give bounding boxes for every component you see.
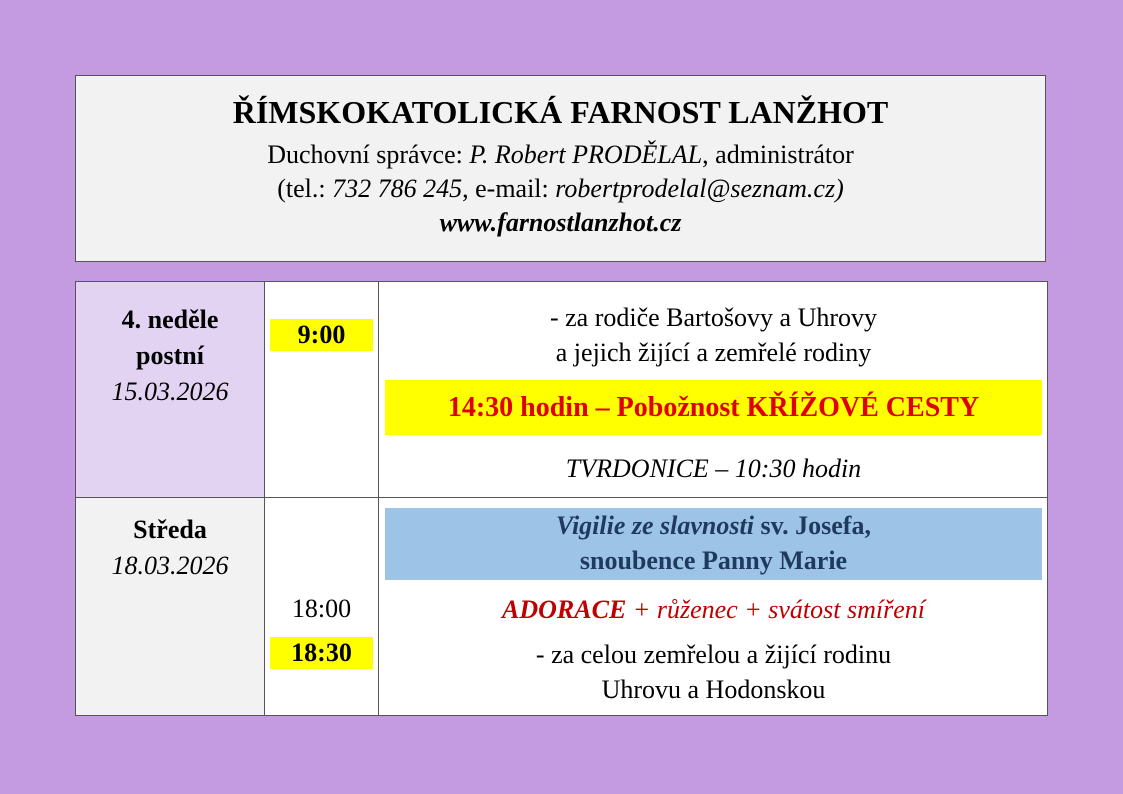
day-name-2: postní <box>136 341 204 370</box>
mass-time-highlight: 18:30 <box>270 637 373 669</box>
schedule-table <box>75 281 1048 716</box>
admin-suffix: , administrátor <box>702 140 854 169</box>
row-divider <box>76 497 1047 498</box>
feast-bold: sv. Josefa, <box>753 511 871 540</box>
column-divider <box>378 282 379 715</box>
day-name: Středa <box>133 515 207 544</box>
feast-line1 <box>385 508 1042 543</box>
column-divider <box>264 282 265 715</box>
admin-name: P. Robert PRODĚLAL <box>469 140 703 169</box>
mass-intention-line2: a jejich žijící a zemřelé rodiny <box>555 338 872 367</box>
day-date: 18.03.2026 <box>111 551 229 580</box>
contact-line <box>76 172 1045 206</box>
mass-time-highlight: 9:00 <box>270 319 373 351</box>
phone-number: 732 786 245 <box>332 174 463 203</box>
mail-prefix: , e-mail: <box>462 174 556 203</box>
day-cell-wednesday <box>76 498 264 715</box>
mass-intention-line1: - za celou zemřelou a žijící rodinu <box>535 640 892 669</box>
parish-title: ŘÍMSKOKATOLICKÁ FARNOST LANŽHOT <box>232 94 889 130</box>
tvrdonice-note: TVRDONICE – 10:30 hodin <box>565 454 862 483</box>
day-name: 4. neděle <box>121 305 219 334</box>
parish-header <box>75 75 1046 262</box>
admin-prefix: Duchovní správce: <box>267 140 470 169</box>
administrator-line <box>76 138 1045 172</box>
mass-intention-line2: Uhrovu a Hodonskou <box>601 675 826 704</box>
adoration-bold: ADORACE <box>502 595 627 624</box>
adoration-time: 18:00 <box>291 594 352 623</box>
adoration-rest: + růženec + svátost smíření <box>626 595 925 624</box>
website-link[interactable]: www.farnostlanzhot.cz <box>439 208 682 237</box>
adoration-line <box>380 592 1047 627</box>
tel-prefix: (tel.: <box>277 174 333 203</box>
feast-italic: Vigilie ze slavnosti <box>556 511 754 540</box>
mass-intention-line1: - za rodiče Bartošovy a Uhrovy <box>549 303 878 332</box>
day-date: 15.03.2026 <box>111 377 229 406</box>
feast-banner <box>385 508 1042 580</box>
stations-of-cross-highlight: 14:30 hodin – Pobožnost KŘÍŽOVÉ CESTY <box>385 380 1042 435</box>
feast-line2: snoubence Panny Marie <box>579 546 848 575</box>
day-cell-sunday <box>76 282 264 497</box>
email-address[interactable]: robertprodelal@seznam.cz) <box>555 174 844 203</box>
